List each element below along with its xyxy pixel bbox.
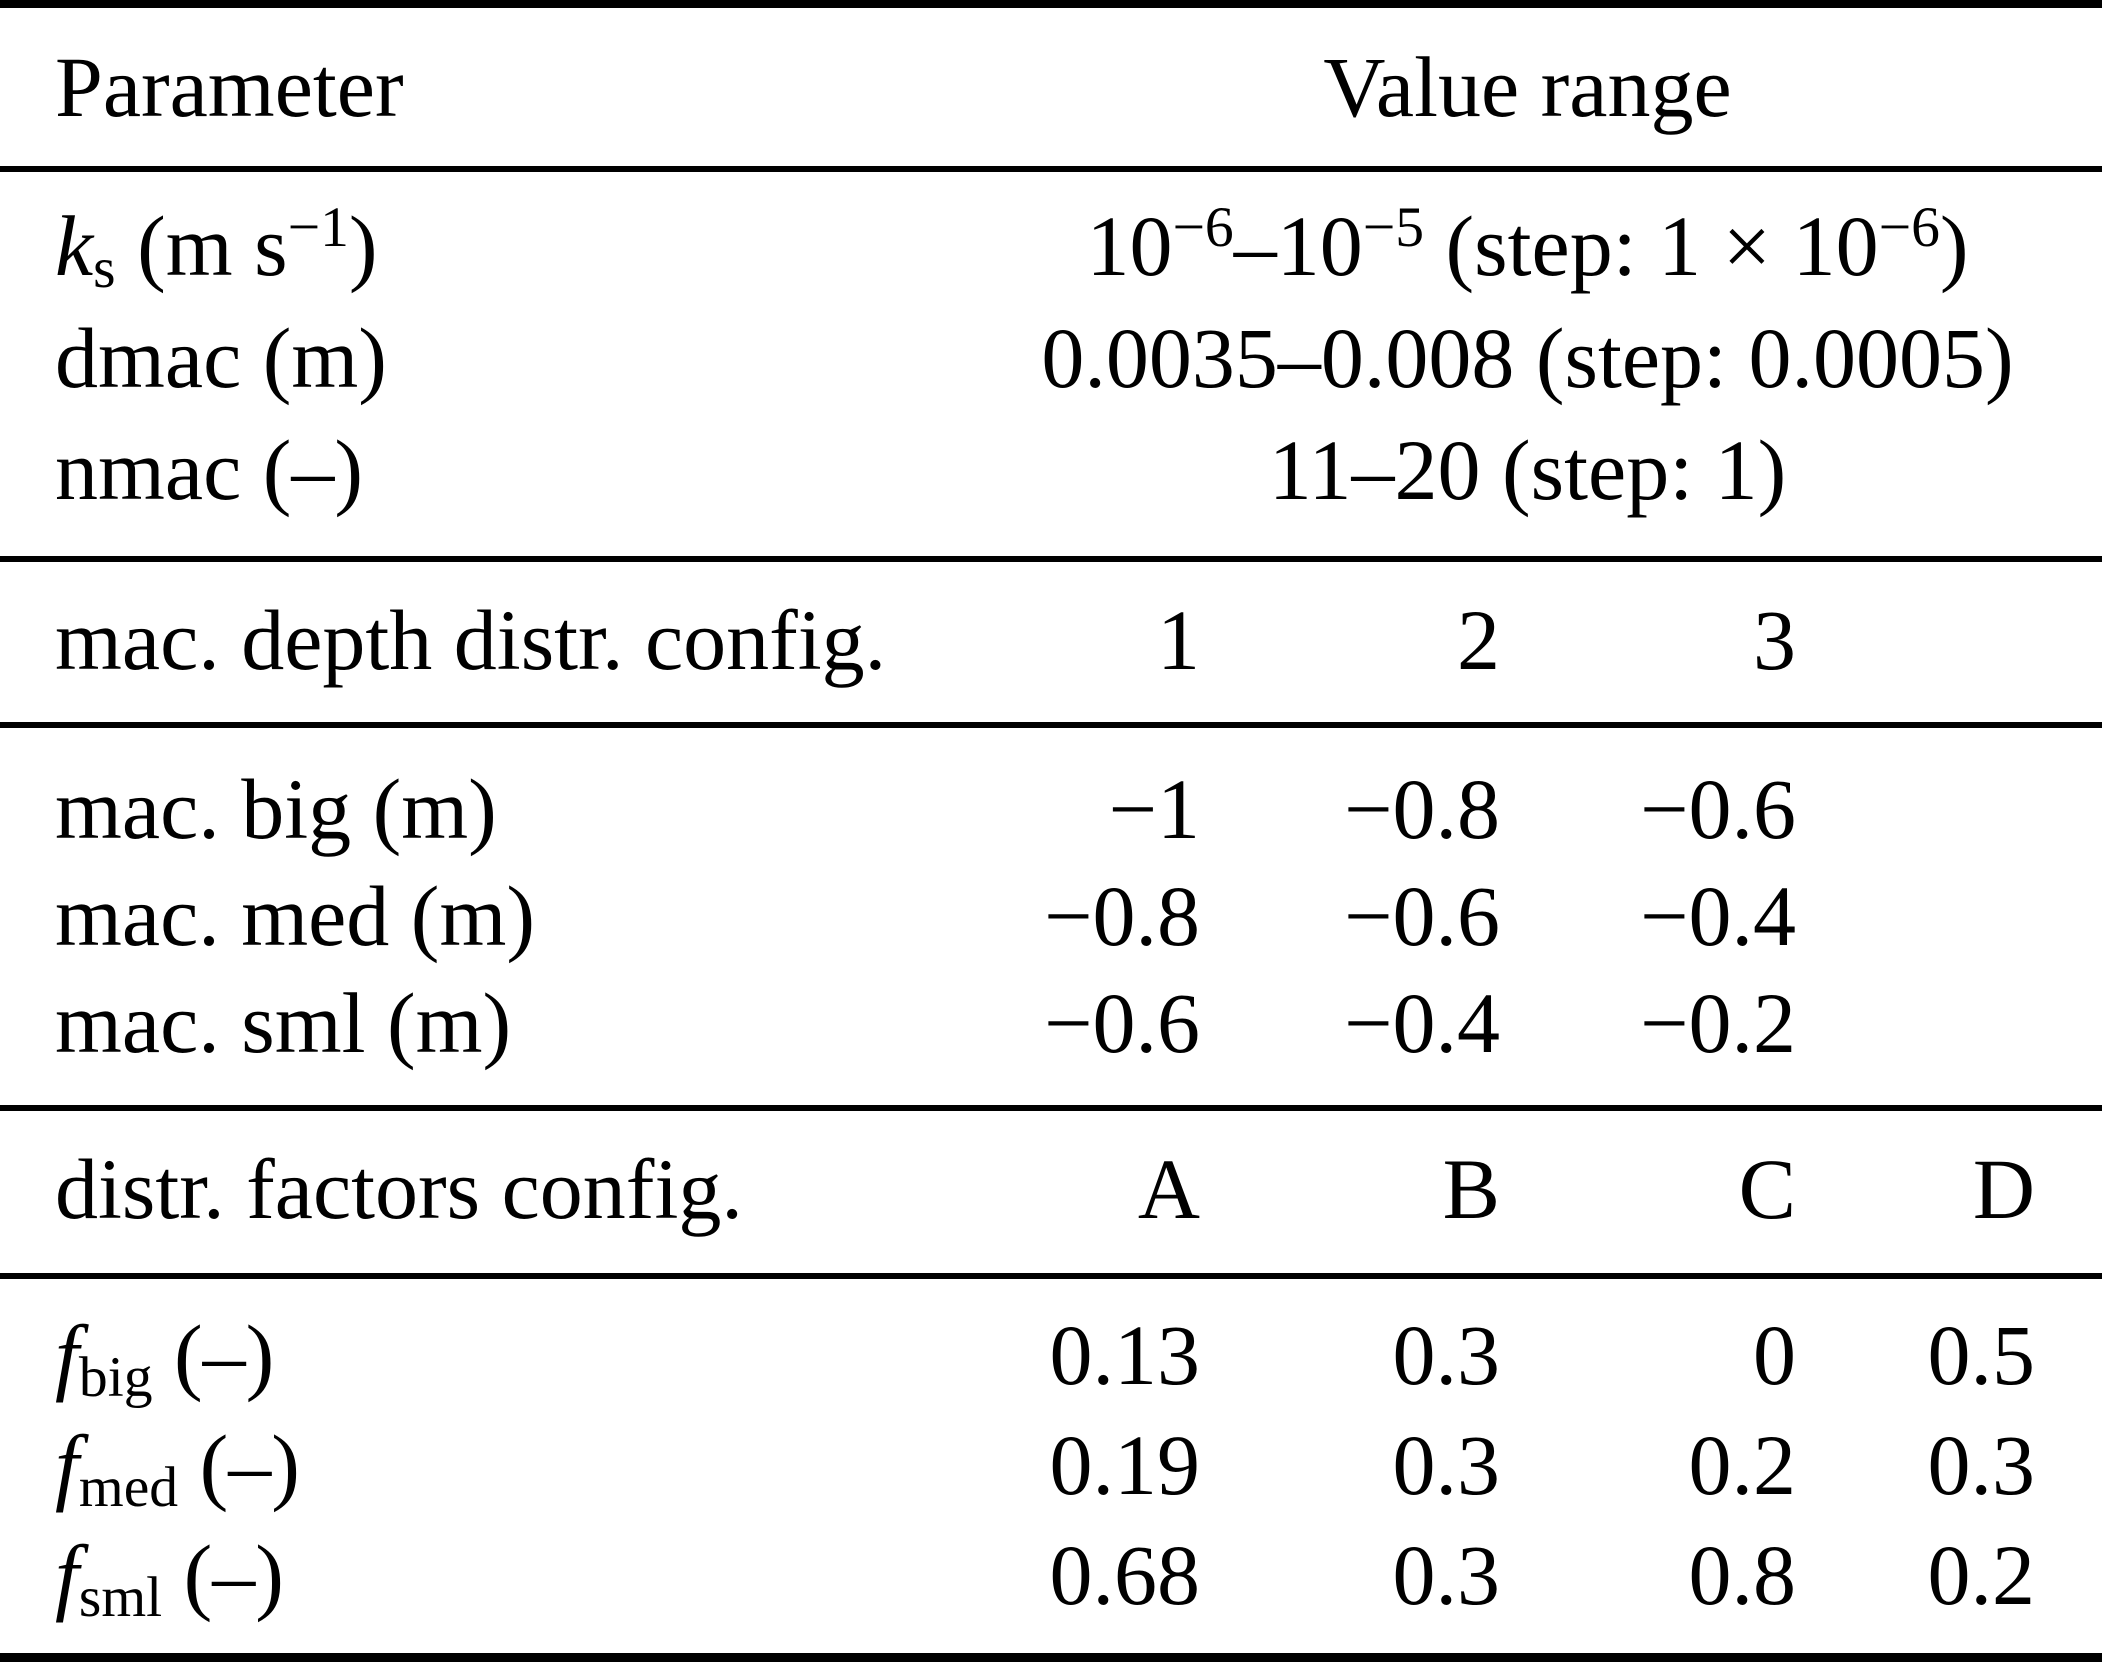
row-label	[0, 414, 960, 526]
table-row	[0, 302, 2102, 414]
value-cell: −0.4	[1639, 868, 1796, 964]
text-segment: 11–20 (step: 1)	[1268, 422, 1787, 518]
subscript-text: s	[93, 236, 116, 300]
top-rule	[0, 0, 2102, 8]
value-range-cell	[960, 302, 2102, 414]
value-range-cell	[960, 414, 2102, 526]
text-segment: k	[55, 198, 94, 294]
value-range-cell	[960, 190, 2102, 302]
table-row	[0, 1410, 2102, 1520]
superscript-text: −5	[1362, 196, 1425, 260]
text-segment: –10	[1233, 198, 1363, 294]
value-cell: 3	[1753, 592, 1796, 688]
section-mac-depth-distr-config	[0, 562, 2102, 722]
table-header-row	[0, 8, 2102, 166]
value-cell: 2	[1457, 592, 1500, 688]
value-cell: −0.4	[1343, 975, 1500, 1071]
section-mac-depths	[0, 728, 2102, 1105]
value-cell: A	[1137, 1141, 1200, 1237]
value-cell: 0.2	[1927, 1527, 2035, 1623]
text-segment: 0.0035–0.008 (step: 0.0005)	[1041, 310, 2014, 406]
value-cell: 0.5	[1927, 1307, 2035, 1403]
text-segment: (–)	[152, 1307, 275, 1403]
value-cell: 0	[1753, 1307, 1796, 1403]
section-value-ranges	[0, 172, 2102, 556]
value-cell: −0.6	[1639, 761, 1796, 857]
value-cell: −0.6	[1343, 868, 1500, 964]
text-segment: dmac (m)	[55, 310, 387, 406]
section-distr-factors	[0, 1279, 2102, 1653]
text-segment: mac. depth distr. config.	[55, 592, 887, 688]
value-cell: 1	[1157, 592, 1200, 688]
text-segment: (m s	[115, 198, 288, 294]
text-segment: (–)	[162, 1527, 284, 1623]
value-cell: 0.2	[1688, 1417, 1796, 1513]
text-segment: )	[1939, 198, 1969, 294]
value-cell: B	[1442, 1141, 1500, 1237]
value-cell: −1	[1108, 761, 1200, 857]
section-distr-factors-config	[0, 1111, 2102, 1273]
row-label	[0, 863, 960, 970]
value-cell: 0.13	[1049, 1307, 1200, 1403]
value-cell: 0.8	[1688, 1527, 1796, 1623]
text-segment: f	[55, 1527, 79, 1623]
value-cell	[1796, 584, 2102, 696]
subscript-text: sml	[78, 1565, 163, 1629]
table-row	[0, 584, 2102, 696]
row-label	[0, 302, 960, 414]
text-segment: f	[55, 1417, 79, 1513]
value-cell: 0.3	[1927, 1417, 2035, 1513]
row-label	[0, 1300, 960, 1410]
row-label	[0, 1133, 960, 1245]
table-row	[0, 1520, 2102, 1630]
value-cell: 0.3	[1392, 1307, 1500, 1403]
text-segment: distr. factors config.	[55, 1141, 743, 1237]
table-row	[0, 190, 2102, 302]
table-row	[0, 970, 2102, 1077]
text-segment: nmac (–)	[55, 422, 364, 518]
subscript-text: big	[78, 1345, 153, 1409]
superscript-text: −6	[1878, 196, 1940, 260]
table-row	[0, 863, 2102, 970]
value-cell	[1796, 756, 2102, 863]
row-label	[0, 1520, 960, 1630]
column-header-parameter: Parameter	[55, 39, 404, 135]
table-row	[0, 1133, 2102, 1245]
table-row	[0, 414, 2102, 526]
row-label	[0, 970, 960, 1077]
subscript-text: med	[78, 1455, 179, 1519]
value-cell	[1796, 863, 2102, 970]
value-cell: −0.6	[1043, 975, 1200, 1071]
value-cell: −0.8	[1043, 868, 1200, 964]
text-segment: f	[55, 1307, 79, 1403]
superscript-text: −6	[1172, 196, 1234, 260]
value-cell: C	[1738, 1141, 1796, 1237]
value-cell: 0.68	[1049, 1527, 1200, 1623]
superscript-text: −1	[287, 196, 349, 260]
row-label	[0, 1410, 960, 1520]
value-cell: −0.2	[1639, 975, 1796, 1071]
text-segment: mac. big (m)	[55, 761, 497, 857]
value-cell	[1796, 970, 2102, 1077]
text-segment: 10	[1086, 198, 1173, 294]
table-row	[0, 756, 2102, 863]
text-segment: (step: 1 × 10	[1424, 198, 1879, 294]
value-cell: −0.8	[1343, 761, 1500, 857]
value-cell: 0.19	[1049, 1417, 1200, 1513]
value-cell: D	[1972, 1141, 2035, 1237]
text-segment: mac. med (m)	[55, 868, 535, 964]
column-header-value-range: Value range	[1323, 39, 1732, 135]
value-cell: 0.3	[1392, 1417, 1500, 1513]
text-segment: )	[348, 198, 378, 294]
row-label	[0, 756, 960, 863]
row-label	[0, 584, 960, 696]
text-segment: mac. sml (m)	[55, 975, 512, 1071]
text-segment: (–)	[178, 1417, 300, 1513]
table-row	[0, 1300, 2102, 1410]
row-label	[0, 190, 960, 302]
bottom-rule	[0, 1653, 2102, 1662]
value-cell: 0.3	[1392, 1527, 1500, 1623]
